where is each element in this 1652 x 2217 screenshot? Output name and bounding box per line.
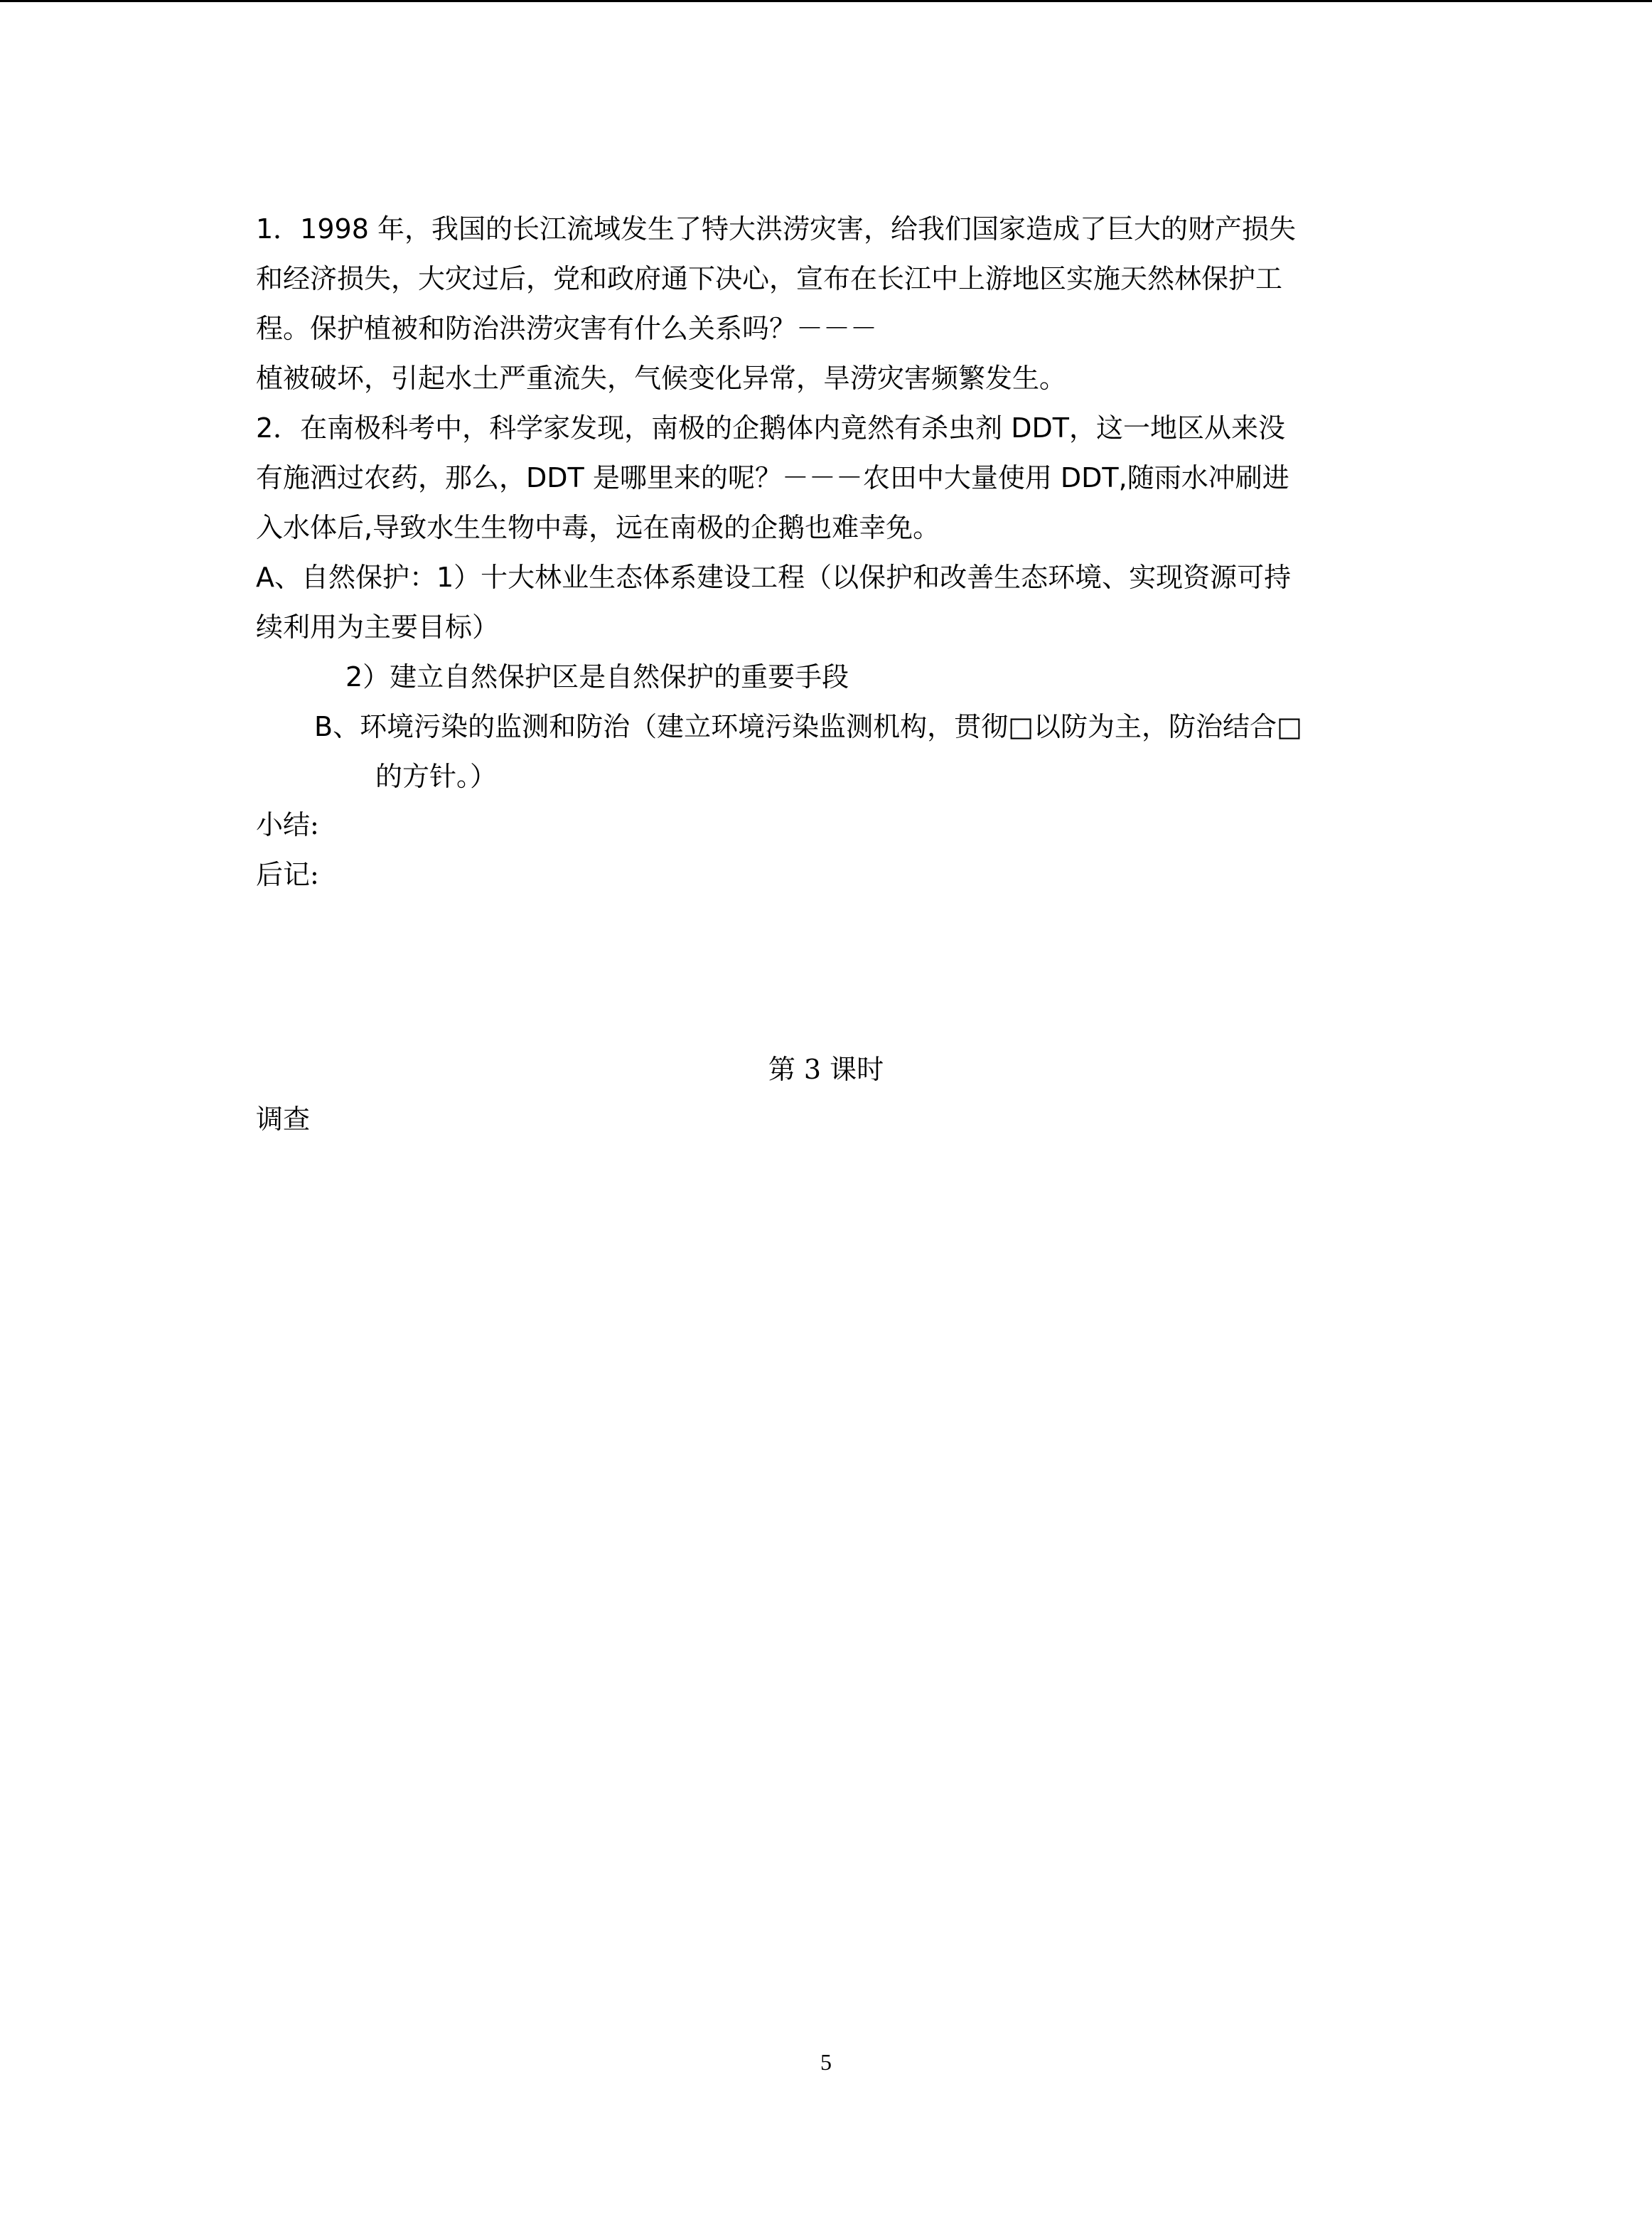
- lesson-title: 第 3 课时: [768, 1054, 884, 1085]
- section-a-item-2: 2）建立自然保护区是自然保护的重要手段: [345, 661, 849, 693]
- paragraph-1-line-2: 和经济损失，大灾过后，党和政府通下决心，宣布在长江中上游地区实施天然林保护工: [256, 263, 1283, 294]
- top-border-line: [0, 0, 1652, 2]
- section-a-line-1: A、自然保护：1）十大林业生态体系建设工程（以保护和改善生态环境、实现资源可持: [256, 562, 1292, 593]
- lesson-first-line: 调查: [256, 1104, 311, 1135]
- page-number: 5: [820, 2049, 832, 2075]
- paragraph-2-line-1: 2．在南极科考中，科学家发现，南极的企鹅体内竟然有杀虫剂 DDT，这一地区从来没: [256, 412, 1285, 444]
- paragraph-2-line-2: 有施洒过农药，那么，DDT 是哪里来的呢？－－－农田中大量使用 DDT,随雨水冲刷进: [256, 462, 1289, 493]
- section-b-line-1: B、环境污染的监测和防治（建立环境污染监测机构，贯彻□以防为主，防治结合□: [314, 711, 1302, 742]
- summary-label: 小结:: [256, 809, 319, 840]
- paragraph-1-line-3: 程。保护植被和防治洪涝灾害有什么关系吗？－－－: [256, 313, 878, 344]
- postscript-label: 后记:: [256, 859, 319, 890]
- section-a-line-2: 续利用为主要目标）: [256, 611, 500, 643]
- section-b-line-2: 的方针。）: [375, 761, 498, 792]
- paragraph-2-line-3: 入水体后,导致水生生物中毒，远在南极的企鹅也难幸免。: [256, 512, 940, 543]
- paragraph-1-answer: 植被破坏，引起水土严重流失，气候变化异常，旱涝灾害频繁发生。: [256, 363, 1067, 394]
- paragraph-1-line-1: 1．1998 年，我国的长江流域发生了特大洪涝灾害，给我们国家造成了巨大的财产损失: [256, 213, 1296, 245]
